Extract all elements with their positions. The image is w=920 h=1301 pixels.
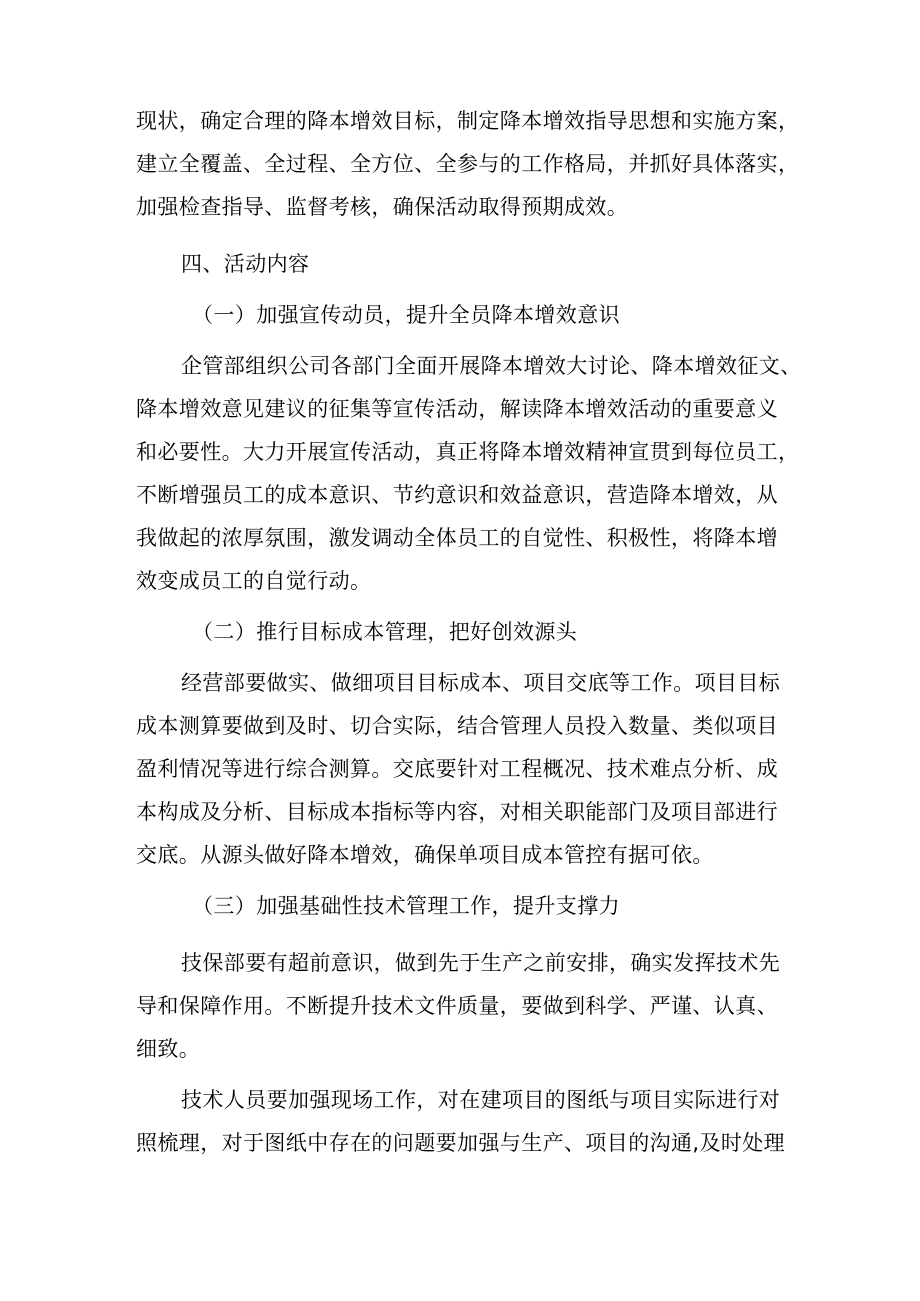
text-line: 照梳理，对于图纸中存在的问题要加强与生产、项目的沟通,及时处理 (136, 1131, 786, 1155)
text-line: 盈利情况等进行综合测算。交底要针对工程概况、技术难点分析、成 (136, 757, 778, 781)
section-heading-four: 四、活动内容 (181, 252, 310, 276)
text-line: 效变成员工的自觉行动。 (136, 569, 372, 593)
text-line: 技保部要有超前意识，做到先于生产之前安排，确实发挥技术先 (181, 951, 781, 975)
text-line: 技术人员要加强现场工作，对在建项目的图纸与项目实际进行对 (181, 1088, 781, 1112)
subheading-three: （三）加强基础性技术管理工作，提升支撑力 (192, 894, 620, 918)
paragraph-publicity (136, 345, 802, 603)
text-line: 降本增效意见建议的征集等宣传活动，解读降本增效活动的重要意义 (136, 397, 778, 421)
paragraph-target-cost (136, 662, 796, 877)
text-line: 企管部组织公司各部门全面开展降本增效大讨论、降本增效征文、 (181, 354, 802, 378)
document-body (136, 100, 802, 1165)
text-line: 加强检查指导、监督考核，确保活动取得预期成效。 (136, 195, 629, 219)
text-line: 细致。 (136, 1037, 201, 1061)
text-line: 我做起的浓厚氛围，激发调动全体员工的自觉性、积极性，将降本增 (136, 526, 778, 550)
text-line: 成本测算要做到及时、切合实际，结合管理人员投入数量、类似项目 (136, 714, 778, 738)
text-line: 经营部要做实、做细项目目标成本、项目交底等工作。项目目标 (181, 671, 781, 695)
text-line: 和必要性。大力开展宣传活动，真正将降本增效精神宣贯到每位员工， (136, 440, 800, 464)
paragraph-continuation (136, 100, 800, 229)
text-line: 导和保障作用。不断提升技术文件质量，要做到科学、严谨、认真、 (136, 994, 778, 1018)
subheading-one: （一）加强宣传动员，提升全员降本增效意识 (192, 303, 620, 327)
text-line: 建立全覆盖、全过程、全方位、全参与的工作格局，并抓好具体落实， (136, 152, 800, 176)
text-line: 交底。从源头做好降本增效，确保单项目成本管控有据可依。 (136, 843, 714, 867)
text-line: 不断增强员工的成本意识、节约意识和效益意识，营造降本增效，从 (136, 483, 778, 507)
paragraph-tech-support (136, 942, 796, 1071)
paragraph-field-work (136, 1079, 796, 1165)
subheading-two: （二）推行目标成本管理，把好创效源头 (192, 620, 578, 644)
text-line: 本构成及分析、目标成本指标等内容，对相关职能部门及项目部进行 (136, 800, 778, 824)
text-line: 现状，确定合理的降本增效目标，制定降本增效指导思想和实施方案， (136, 109, 800, 133)
